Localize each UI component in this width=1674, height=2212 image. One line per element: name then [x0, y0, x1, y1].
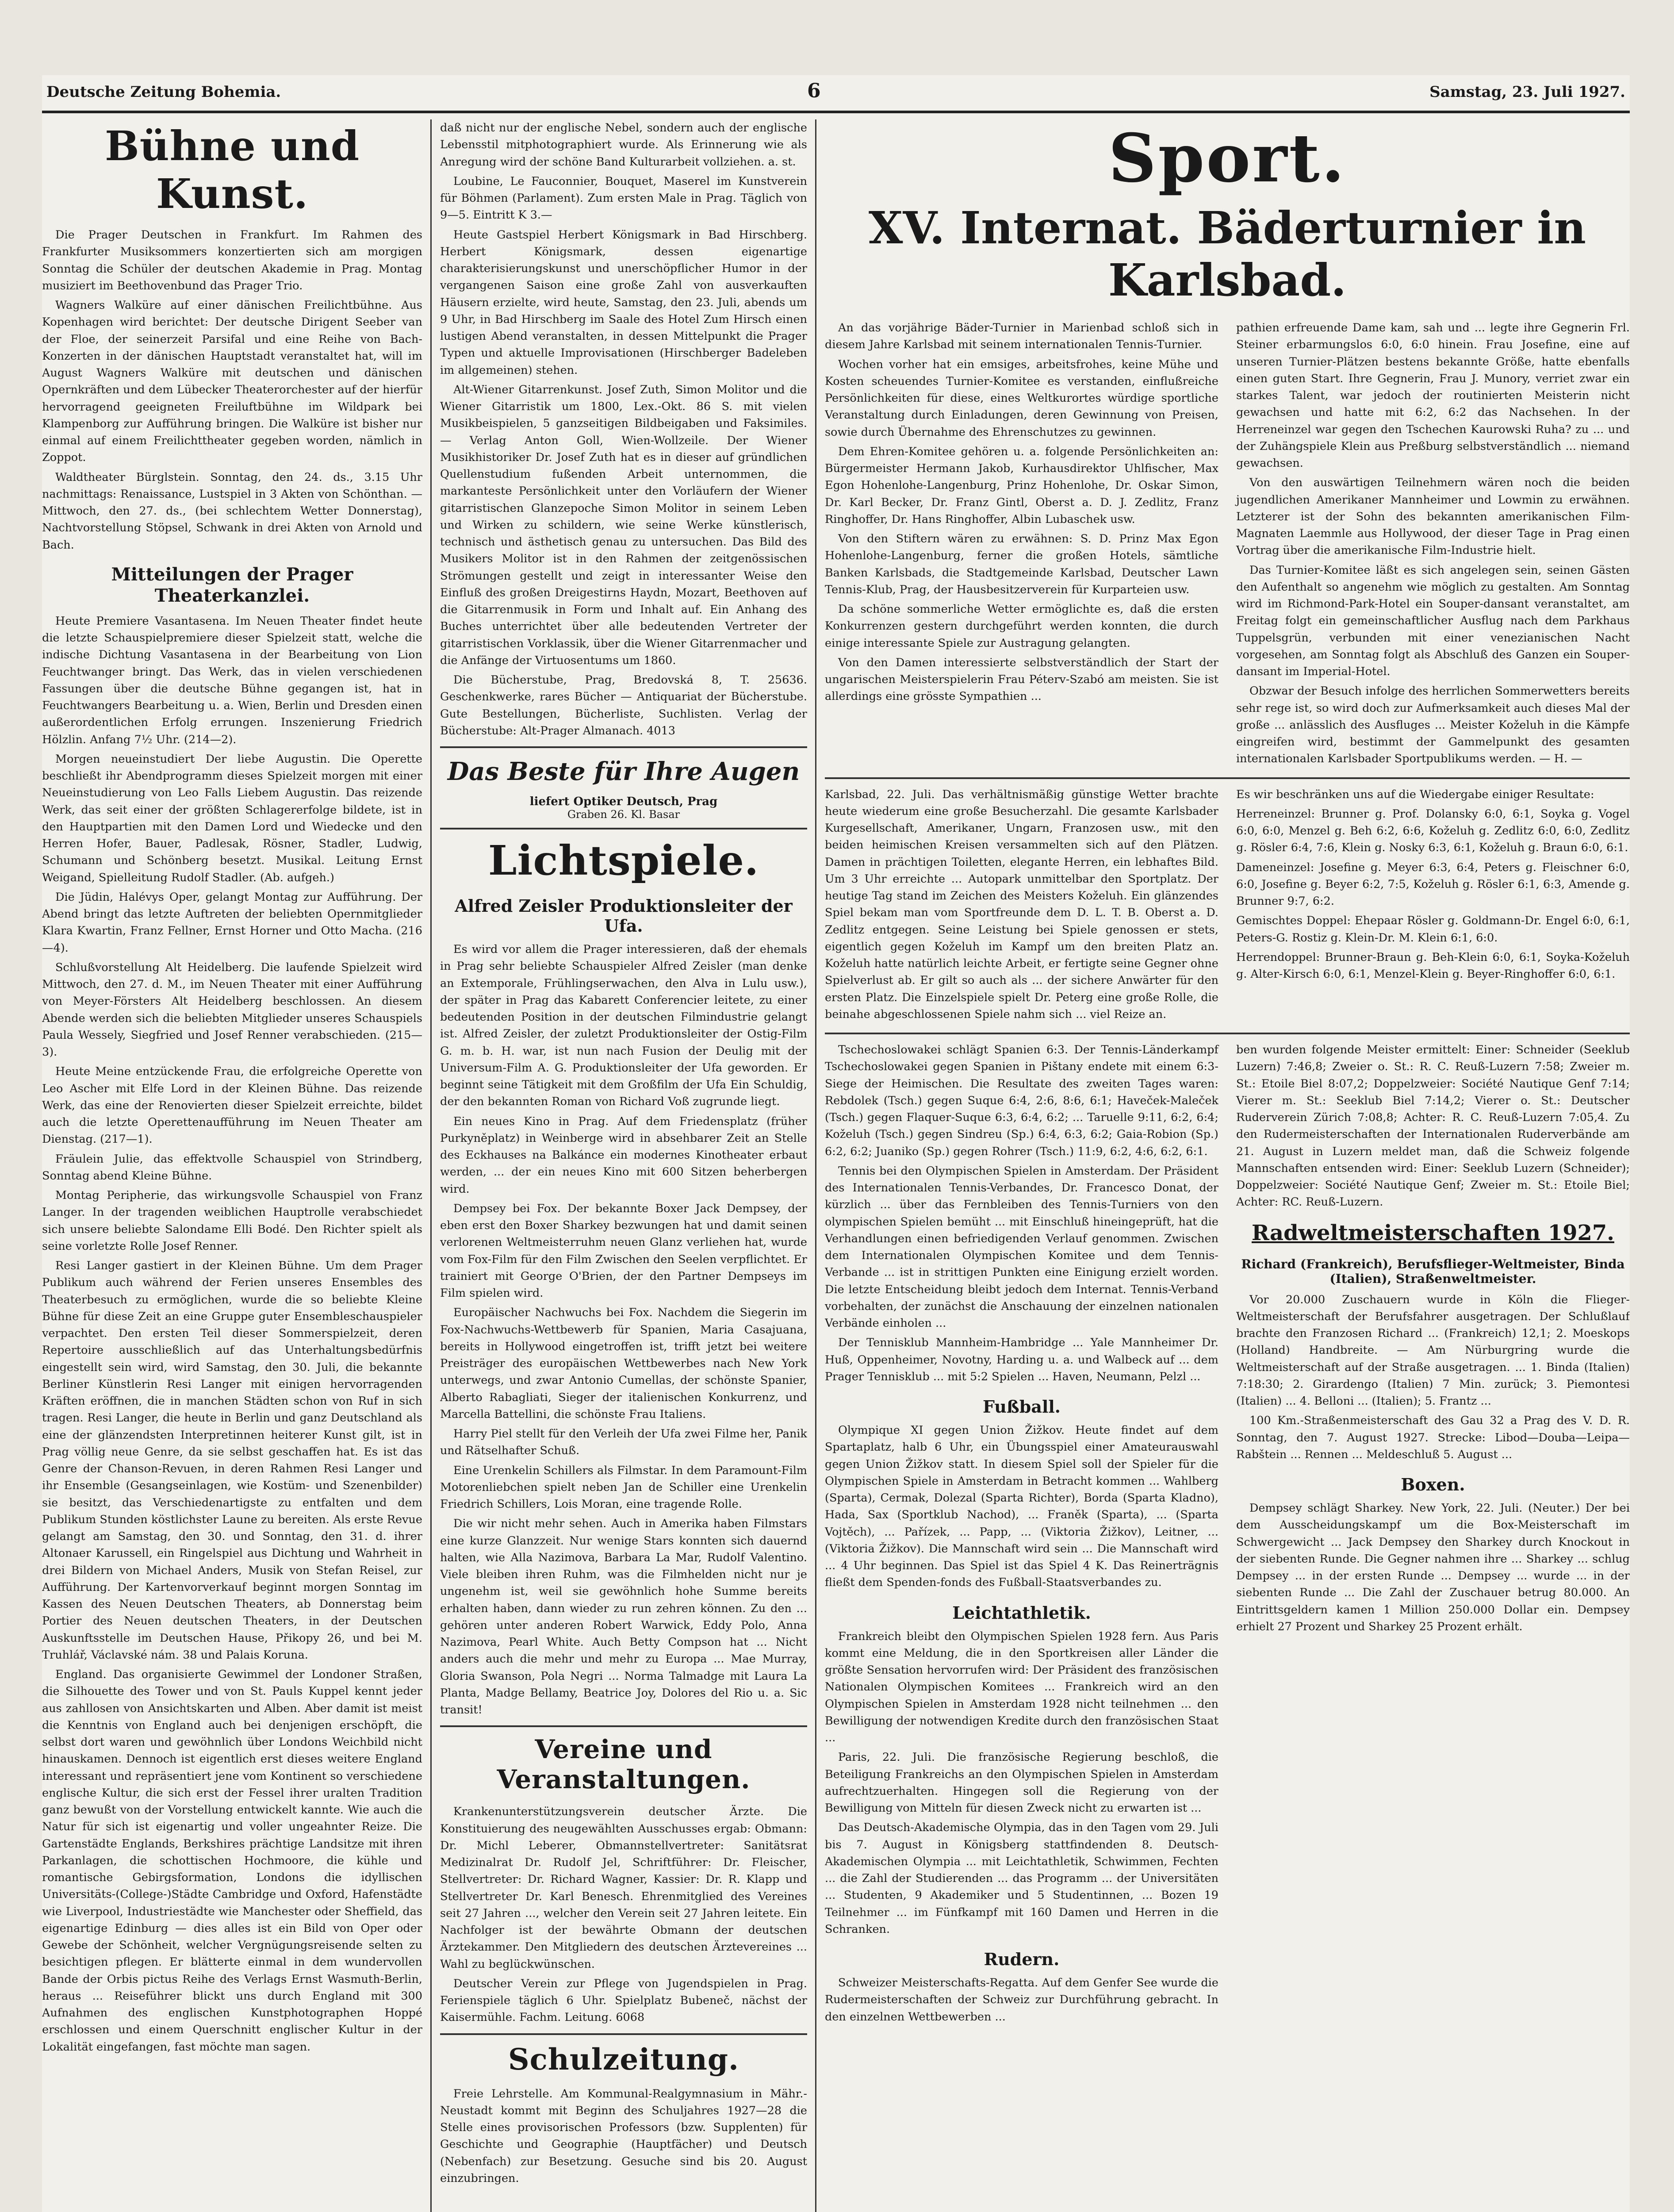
article-paragraph: Deutscher Verein zur Pflege von Jugendspielen in Prag. Ferienspiele täglich 6 Uhr. Spielplatz Bubeneč, nächst der Kaisermühle. Fachm. Leitung. 6068 [440, 1977, 807, 2024]
article-paragraph: Freie Lehrstelle. Am Kommunal-Realgymnasium in Mähr.-Neustadt kommt mit Beginn des Schuljahres 1927—28 die Stelle eines provisorischen Professors (bzw. Supplenten) für Geschichte und Geographie (Hauptfächer) und Deutsch (Nebenfach) zur Besetzung. Gesuche sind bis 20. August einzubringen. [440, 2087, 807, 2185]
article-paragraph: Karlsbad, 22. Juli. Das verhältnismäßig günstige Wetter brachte heute wiederum eine große Besucherzahl. Die gesamte Karlsbader Kurgesellschaft, Amerikaner, Ungarn, Franzosen usw., mit den beiden heimischen Kreisen versammelten sich auf den Plätzen. Damen in prächtigen Toiletten, elegante Herren, ein lebhaftes Bild. Um 3 Uhr erreichte ... Autopark unmittelbar den Sportplatz. Der heutige Tag stand im Zeichen des Meisters Koželuh. Ein glänzendes Spiel bekam man vom Sportfreunde dem D. L. T. B. Oberst a. D. Zedlitz entgegen. Seine Leistung bei Spiele genossen er stets, eigentlich gegen Koželuh im Kampf um den breiten Platz an. Koželuh hatte natürlich leichte Arbeit, er fertigte seine Gegner ohne Spielverlust ab. Er gilt so auch als ... der sichere Anwärter für den ersten Platz. Die Einzelspiele spielt Dr. Peterg eine große Rolle, die beinahe abgeschlossenen Spiele nahm sich ... viel Reize an. [825, 787, 1218, 1021]
subheading-leichtathletik: Leichtathletik. [952, 1602, 1091, 1623]
article-paragraph: Morgen neueinstudiert Der liebe Augustin. Die Operette beschließt ihr Abendprogramm dieses Spielzeit morgen mit einer Neueinstudierung von Leo Falls Liebem Augustin. Das reizende Werk, das seit einer der größten Schlagererfolge bildete, ist in den Hauptpartien mit den Damen Lord und Wiedecke und den Herren Hofer, Bauer, Padlesak, Rösner, Stadler, Ludwig, Schumann und Schönberg besetzt. Musikal. Leitung Ernst Weigand, Spielleitung Rudolf Stadler. (Ab. aufgeh.) [42, 752, 422, 884]
results-intro: Es wir beschränken uns auf die Wiedergabe einiger Resultate: [1236, 787, 1594, 801]
subheading-boxen: Boxen. [1401, 1475, 1465, 1494]
article-paragraph: Fräulein Julie, das effektvolle Schauspiel von Strindberg, Sonntag abend Kleine Bühne. [42, 1152, 422, 1183]
column-kultur-lichtspiele [440, 119, 807, 2212]
subheading-fussball: Fußball. [982, 1397, 1061, 1417]
ad-line: liefert Optiker Deutsch, Prag [529, 795, 718, 808]
article-paragraph: Dem Ehren-Komitee gehören u. a. folgende Persönlichkeiten an: Bürgermeister Hermann Jakob, Kurhausdirektor Uhlfischer, Max Egon Hohenlohe-Langenburg, Prinz Hohenlohe, Dr. Oskar Simon, Dr. Karl Becker, Dr. Franz Gintl, Oberst a. D. J. Zedlitz, Franz Ringhoffer, Dr. Hans Ringhoffer, Albin Lubaschek usw. [825, 445, 1218, 526]
article-paragraph: Von den auswärtigen Teilnehmern wären noch die beiden jugendlichen Amerikaner Mannheimer und Lowmin zu erwähnen. Letzterer ist der Sohn des bekannten amerikanischen Film-Magnaten Laemmle aus Hollywood, der dieser Tage in Prag einen Vortrag über die amerikanische Film-Industrie hielt. [1236, 476, 1630, 557]
article-paragraph: Heute Premiere Vasantasena. Im Neuen Theater findet heute die letzte Schauspielpremiere dieser Spielzeit statt, welche die indische Dichtung Vasantasena in der Bearbeitung von Lion Feuchtwanger bringt. Das Werk, das in vielen verschiedenen Fassungen über die deutsche Bühne gegangen ist, hat in Feuchtwangers Bearbeitung u. a. Wien, Berlin und Dresden einen außerordentlichen Erfolg errungen. Inszenierung Friedrich Hölzlin. Anfang 7½ Uhr. (214—2). [42, 614, 422, 746]
masthead [42, 75, 1630, 113]
results-line: Dameneinzel: Josefine g. Meyer 6:3, 6:4, Peters g. Fleischner 6:0, 6:0, Josefine g. Beyer 6:2, 7:5, Koželuh g. Rösler 6:1, 6:3, Amende g. Brunner 9:7, 6:2. [1236, 860, 1630, 908]
divider [440, 746, 807, 748]
article-paragraph: Heute Gastspiel Herbert Königsmark in Bad Hirschberg. Herbert Königsmark, dessen eigenartige charakterisierungskunst und unerschöpflicher Humor in der vergangenen Saison eine große Zahl von ausverkauften Häusern erzielte, wird heute, Samstag, den 23. Juli, abends um 9 Uhr, in Bad Hirschberg im Saale des Hotel Zum Hirsch einen lustigen Abend veranstalten, in dessen Mittelpunkt die Prager Typen und aktuelle Improvisationen (Hirschberger Badeleben im allgemeinen) stehen. [440, 228, 807, 377]
subheading-radweltmeisterschaften: Radweltmeisterschaften 1927. [1251, 1220, 1615, 1245]
article-paragraph: Von den Damen interessierte selbstverständlich der Start der ungarischen Meisterspielerin Frau Péterv-Szabó am meisten. Sie ist allerdings eine grösste Sympathien ... [825, 656, 1218, 703]
article-paragraph: Europäischer Nachwuchs bei Fox. Nachdem die Siegerin im Fox-Nachwuchs-Wettbewerb für Spanien, Maria Casajuana, bereits in Hollywood eingetroffen ist, trifft jetzt bei weitere Preisträger des europäischen Wettbewerbes nach New York unterwegs, und zwar Antonio Cumellas, der schönste Spanier, Alberto Rabagliati, Sieger der italienischen Konkurrenz, und Marcella Battellini, die schönste Frau Italiens. [440, 1306, 807, 1421]
article-paragraph: Tennis bei den Olympischen Spielen in Amsterdam. Der Präsident des Internationalen Tennis-Verbandes, Dr. Francesco Donat, der kürzlich ... über das Fernbleiben des Tennis-Turniers von den olympischen Spielen bemüht ... mit Einschluß hineingeprüft, hat die Verhandlungen einen befriedigenden Verlauf genommen. Zwischen dem Internationalen Olympischen Komitee und dem Tennis-Verbande ... ist in strittigen Punkten eine Einigung erzielt worden. Die letzte Entscheidung bleibt jedoch dem Internat. Tennis-Verband vorbehalten, der zunächst die Anschauung der einzelnen nationalen Verbände einholen ... [825, 1164, 1218, 1330]
article-paragraph: Obzwar der Besuch infolge des herrlichen Sommerwetters bereits sehr rege ist, so wird doch zur Aufmerksamkeit auch dieses Mal der große ... anlässlich des Ausfluges ... Meister Koželuh in die Kämpfe eingreifen wird, bestimmt der Gammelpunkt des gesamten internationalen Karlsbader Sportpublikums werden. — H. — [1236, 684, 1630, 766]
divider [440, 828, 807, 830]
column-rule-2 [815, 119, 816, 2212]
article-paragraph: Das Turnier-Komitee läßt es sich angelegen sein, seinen Gästen den Aufenthalt so angenehm wie möglich zu gestalten. Am Sonntag wird im Richmond-Park-Hotel ein Souper-dansant veranstaltet, am Freitag folgt ein gemeinschaftlicher Ausflug nach dem Parkhaus Tuppelsgrün, verbunden mit einer venezianischen Nacht vorgesehen, am Sonntag folgt als Abschluß des Ganzen ein Souper-dansant im Imperial-Hotel. [1236, 563, 1630, 678]
article-paragraph: Schlußvorstellung Alt Heidelberg. Die laufende Spielzeit wird Mittwoch, den 27. d. M., im Neuen Theater mit einer Aufführung von Meyer-Försters Alt Heidelberg beschlossen. An diesem Abende werden sich die beliebten Mitglieder unseres Schauspiels Paula Wessely, Siegfried und Josef Renner verabschieden. (215—3). [42, 960, 422, 1059]
article-paragraph: Die Bücherstube, Prag, Bredovská 8, T. 25636. Geschenkwerke, rares Bücher — Antiquariat der Bücherstube. Gute Bestellungen, Bücherliste, Suchlisten. Verlag der Bücherstube: Alt-Prager Almanach. 4013 [440, 673, 807, 737]
article-paragraph: Da schöne sommerliche Wetter ermöglichte es, daß die ersten Konkurrenzen gestern durchgeführt werden konnten, die durch einige interessante Spiele zur Austragung gelangten. [825, 603, 1218, 650]
column-sport [825, 119, 1630, 2212]
section-heading-buehne: Bühne und Kunst. [104, 122, 360, 218]
sport-intro [825, 319, 1630, 770]
divider [825, 777, 1630, 779]
article-paragraph: Die Prager Deutschen in Frankfurt. Im Rahmen des Frankfurter Musiksommers konzertierten sich am morgigen Sonntag die Schüler der deutschen Akademie in Prag. Montag musiziert im Beethovenbund das Prager Trio. [42, 228, 422, 292]
sport-results [825, 786, 1630, 1026]
article-paragraph: Der Tennisklub Mannheim-Hambridge ... Yale Mannheimer Dr. Huß, Oppenheimer, Novotny, Harding u. a. und Walbeck auf ... dem Prager Tennisklub ... mit 5:2 Spielen ... Haven, Neumann, Pelzl ... [825, 1336, 1218, 1383]
newspaper-name: Deutsche Zeitung Bohemia. [46, 83, 281, 101]
results-line: Herreneinzel: Brunner g. Prof. Dolansky 6:0, 6:1, Soyka g. Vogel 6:0, 6:0, Menzel g. Beh 6:2, 6:6, Koželuh g. Zedlitz 6:0, 6:0, Zedlitz g. Rösler 6:4, 7:6, Klein g. Nosky 6:3, 6:1, Koželuh g. Braun 6:0, 6:1. [1236, 807, 1630, 855]
article-paragraph: Krankenunterstützungsverein deutscher Ärzte. Die Konstituierung des neugewählten Ausschusses ergab: Obmann: Dr. Michl Leberer, Obmannstellvertreter: Sanitätsrat Medizinalrat Dr. Rudolf Jel, Schriftführer: Dr. Fleischer, Stellvertreter: Dr. Richard Wagner, Kassier: Dr. R. Klapp und Stellvertreter Dr. Karl Benesch. Ehrenmitglied des Vereines seit 27 Jahren ..., welcher den Verein seit 27 Jahren leitete. Ein Nachfolger ist der bewährte Obmann der deutschen Ärztekammer. Den Mitgliedern des deutschen Ärztevereines ... Wahl zu beglückwünschen. [440, 1805, 807, 1971]
article-paragraph: Olympique XI gegen Union Žižkov. Heute findet auf dem Spartaplatz, halb 6 Uhr, ein Übungsspiel einer Amateurauswahl gegen Union Žižkov statt. In diesem Spiel soll der Spieler für die Olympischen Spiele in Amsterdam in Betracht kommen ... Wahlberg (Sparta), Cermak, Dolezal (Sparta Richter), Borda (Sparta Kladno), Hada, Sax (Sportklub Nachod), ... Franěk (Sparta), ... (Sparta Vojtěch), ... Pařízek, ... Papp, ... (Viktoria Žižkov), Leitner, ... (Viktoria Žižkov). Die Mannschaft wird sein ... Die Mannschaft wird ... 4 Uhr beginnen. Das Spiel ist das Spiel 4 K. Das Reinerträgnis fließt dem Spenden-fonds des Fußball-Staatsverbandes zu. [825, 1424, 1218, 1590]
article-paragraph: Das Deutsch-Akademische Olympia, das in den Tagen vom 29. Juli bis 7. August in Königsberg stattfindenden 8. Deutsch-Akademischen Olympia ... mit Leichtathletik, Schwimmen, Fechten ... die Zahl der Studierenden ... das Programm ... der Universitäten ... Studenten, 9 Akademiker und 5 Studentinnen, ... Bozen 19 Teilnehmer ... im Fünfkampf mit 160 Damen und Herren in die Schranken. [825, 1821, 1218, 1936]
article-paragraph: Vor 20.000 Zuschauern wurde in Köln die Flieger-Weltmeisterschaft der Berufsfahrer ausgetragen. Der Schlußlauf brachte den Franzosen Richard ... (Frankreich) 12,1; 2. Moeskops (Holland) Handbreite. — Am Nürburgring wurde die Weltmeisterschaft auf der Straße ausgetragen. ... 1. Binda (Italien) 7:18:30; 2. Girardengo (Italien) 7 Min. zurück; 3. Piemontesi (Italien) ... 4. Belloni ... (Italien); 5. Frantz ... [1236, 1293, 1630, 1408]
article-paragraph: Die wir nicht mehr sehen. Auch in Amerika haben Filmstars eine kurze Glanzzeit. Nur wenige Stars konnten sich dauernd halten, wie Alla Nazimova, Barbara La Mar, Rudolf Valentino. Viele bleiben ihren Ruhm, was die Filmhelden nicht nur je ungenehm ist, weil sie gewöhnlich hohe Summe bereits erhalten haben, dann wieder zu run zehren können. Zu den ... gehören unter anderen Robert Warwick, Eddy Polo, Anna Nazimova, Pearl White. Auch Betty Compson hat ... Nicht anders auch die mehr und mehr zu Europa ... Mae Murray, Gloria Swanson, Pola Negri ... Norma Talmadge mit Laura La Planta, Madge Bellamy, Beatrice Joy, Dolores del Rio u. a. Sic transit! [440, 1517, 807, 1717]
article-paragraph: Tschechoslowakei schlägt Spanien 6:3. Der Tennis-Länderkampf Tschechoslowakei gegen Spanien in Pištany endete mit einem 6:3-Siege der Heimischen. Die Resultate des zweiten Tages waren: Rebdolek (Tsch.) gegen Suque 6:4, 2:6, 8:6, 6:1; Haveček-Maleček (Tsch.) gegen Flaquer-Suque 6:3, 6:4, 6:2; ... Taruelle 9:11, 6:2, 6:4; Koželuh (Tsch.) gegen Sindreu (Sp.) 6:4, 6:3, 6:2; Gaia-Robion (Sp.) 6:2, 6:2; Juaniko (Sp.) gegen Rohrer (Tsch.) 11:9, 6:2, 4:6, 6:2, 6:1. [825, 1043, 1218, 1158]
section-heading-vereine: Vereine und Veranstaltungen. [497, 1734, 751, 1795]
article-paragraph: Resi Langer gastiert in der Kleinen Bühne. Um dem Prager Publikum auch während der Ferien unseres Ensembles des Theaterbesuch zu ermöglichen, wurde die so beliebte Kleine Bühne für diese Zeit an eine Gruppe guter Ensembleschauspieler verpachtet. Den ersten Teil dieser Sommerspielzeit, deren Repertoire ausschließlich auf das Unterhaltungsbedürfnis eingestellt sein wird, wird Samstag, den 30. Juli, die bekannte Berliner Künstlerin Resi Langer mit einigen hervorragenden Kräften eröffnen, die in manchen Städten schon von Ruf in sich tragen. Resi Langer, die heute in Berlin und ganz Deutschland als eine der glänzendsten Interpretinnen heiterer Kunst gilt, ist in Prag völlig neue Genre, da sie selbst geschaffen hat. Es ist das Genre der Chanson-Revuen, in deren Rahmen Resi Langer und ihr Ensemble (Gesangseinlagen, wie Kostüm- und Szenenbilder) sie besitzt, das Verschiedenartigste zu entfalten und dem Publikum Stunden köstlichster Laune zu bereiten. Als erste Revue gelangt am Samstag, den 30. und Sonntag, den 31. d. ihrer Altonaer Karussell, ein Ringelspiel aus Dichtung und Wahrheit in drei Bildern von Michael Anders, Musik von Stefan Reisel, zur Aufführung. Der Kartenvorverkauf beginnt morgen Sonntag im Kassen des Neuen Deutschen Theaters, ab Donnerstag beim Portier des Neuen deutschen Theaters, in der Deutschen Auskunftsstelle im Deutschen Hause, Přikopy 26, und bei M. Truhlář, Václavské nám. 38 und Palais Koruna. [42, 1259, 422, 1662]
article-paragraph: Wochen vorher hat ein emsiges, arbeitsfrohes, keine Mühe und Kosten scheuendes Turnier-Komitee es verstanden, einflußreiche Persönlichkeiten für diese, eines Weltkurortes würdige sportliche Veranstaltung durch Einladungen, deren Gewinnung von Preisen, sowie durch Übernahme des Ehrenschutzes zu gewinnen. [825, 357, 1218, 439]
article-paragraph: Ein neues Kino in Prag. Auf dem Friedensplatz (früher Purkyněplatz) in Weinberge wird in absehbarer Zeit an Stelle des Eckhauses na Balkánce ein modernes Kinotheater erbaut werden, ... der ein neues Kino mit 600 Sitzen beherbergen wird. [440, 1114, 807, 1196]
article-paragraph: 100 Km.-Straßenmeisterschaft des Gau 32 a Prag des V. D. R. Sonntag, den 7. August 1927. Strecke: Libod—Douba—Leipa—Rabštein ... Rennen ... Meldeschluß 5. August ... [1236, 1414, 1630, 1461]
divider [440, 1725, 807, 1727]
sport-lower [825, 1041, 1630, 2028]
ad-headline: Das Beste für Ihre Augen [447, 757, 800, 786]
results-line: Herrendoppel: Brunner-Braun g. Beh-Klein 6:0, 6:1, Soyka-Koželuh g. Alter-Kirsch 6:0, 6:1, Menzel-Klein g. Beyer-Ringhoffer 6:0, 6:1. [1236, 950, 1630, 981]
headline-baederturnier: XV. Internat. Bäderturnier in Karlsbad. [868, 202, 1586, 306]
ad-line: Graben 26. Kl. Basar [567, 808, 680, 821]
subheading-theaterkanzlei: Mitteilungen der Prager Theaterkanzlei. [111, 564, 353, 606]
article-paragraph: Montag Peripherie, das wirkungsvolle Schauspiel von Franz Langer. In der tragenden weiblichen Hauptrolle verabschiedet sich unsere beliebte Salondame Elli Bodé. Den Richter spielt als seine vorletzte Rolle Josef Renner. [42, 1189, 422, 1253]
subheading-radweltmeister-names: Richard (Frankreich), Berufsflieger-Weltmeister, Binda (Italien), Straßenweltmeister. [1241, 1256, 1625, 1286]
divider [440, 2033, 807, 2035]
section-heading-sport: Sport. [1108, 119, 1346, 197]
article-paragraph: ben wurden folgende Meister ermittelt: Einer: Schneider (Seeklub Luzern) 7:46,8; Zweier o. St.: R. C. Reuß-Luzern 7:58; Zweier m. St.: Etoile Biel 8:07,2; Doppelzweier: Société Nautique Genf 7:14; Vierer m. St.: Seeklub Biel 7:14,2; Vierer o. St.: Deutscher Ruderverein Zürich 7:08,8; Achter: R. C. Reuß-Luzern 7:05,4. Zu den Rudermeisterschaften der Internationalen Ruderverbände am 21. August in Luzern meldet man, daß die Schweiz folgende Mannschaften entsenden wird: Einer: Seeklub Luzern (Schneider); Doppelzweier: Société Nautique Genf; Zweier m. St.: Etoile Biel; Achter: RC. Reuß-Luzern. [1236, 1043, 1630, 1209]
article-paragraph: Schweizer Meisterschafts-Regatta. Auf dem Genfer See wurde die Rudermeisterschaften der Schweiz zur Durchführung gebracht. In den einzelnen Wettbewerben ... [825, 1976, 1218, 2024]
results-line: Gemischtes Doppel: Ehepaar Rösler g. Goldmann-Dr. Engel 6:0, 6:1, Peters-G. Rostiz g. Klein-Dr. M. Klein 6:1, 6:0. [1236, 914, 1630, 945]
article-paragraph: Dempsey schlägt Sharkey. New York, 22. Juli. (Neuter.) Der bei dem Ausscheidungskampf um die Box-Meisterschaft im Schwergewicht ... Jack Dempsey den Sharkey durch Knockout in der siebenten Runde. Die Gegner nahmen ihre ... Sharkey ... schlug Dempsey ... in der ersten Runde ... Dempsey ... wurde ... in der siebenten Runde ... Die Zahl der Zuschauer betrug 80.000. An Eintrittsgeldern kamen 1 Million 250.000 Dollar ein. Dempsey erhielt 27 Prozent und Sharkey 25 Prozent erhält. [1236, 1502, 1630, 1633]
column-rule-1 [430, 119, 432, 2212]
article-paragraph: daß nicht nur der englische Nebel, sondern auch der englische Lebensstil mitphotographiert wurde. Als Erinnerung wie als Anregung wird der schöne Band Kulturarbeit vollziehen. a. st. [440, 121, 807, 169]
article-paragraph: Loubine, Le Fauconnier, Bouquet, Maserel im Kunstverein für Böhmen (Parlament). Zum ersten Male in Prag. Täglich von 9—5. Eintritt K 3.— [440, 174, 807, 222]
subheading-zeisler: Alfred Zeisler Produktionsleiter der Ufa. [455, 896, 793, 936]
article-paragraph: Frankreich bleibt den Olympischen Spielen 1928 fern. Aus Paris kommt eine Meldung, die in den Sportkreisen aller Länder die größte Sensation hervorrufen wird: Der Präsident des französischen Nationalen Olympischen Komitees ... Frankreich wird an den Olympischen Spielen in Amsterdam 1928 nicht teilnehmen ... den Bewilligung der notwendigen Kredite durch den französischen Staat ... [825, 1629, 1218, 1744]
optiker-advertisement [440, 757, 807, 821]
column-buehne-und-kunst [42, 119, 422, 2212]
article-paragraph: An das vorjährige Bäder-Turnier in Marienbad schloß sich in diesem Jahre Karlsbad mit seinem internationalen Tennis-Turnier. [825, 321, 1218, 352]
page-number: 6 [807, 80, 821, 102]
divider [825, 1033, 1630, 1034]
article-paragraph: Wagners Walküre auf einer dänischen Freilichtbühne. Aus Kopenhagen wird berichtet: Der deutsche Dirigent Seeber van der Floe, der seinerzeit Parsifal und eine Reihe von Bach-Konzerten in der dänischen Hauptstadt veranstaltet hat, will im August Wagners Walküre mit deutschen und dänischen Opernkräften und dem Lübecker Theaterorchester auf der hierfür hervorragend geeigneten Freiluftbühne im Wildpark bei Klampenborg zur Aufführung bringen. Die Walküre ist bisher nur einmal auf einem Freilichttheater gegeben worden, nämlich in Zoppot. [42, 299, 422, 465]
article-paragraph: Alt-Wiener Gitarrenkunst. Josef Zuth, Simon Molitor und die Wiener Gitarristik um 1800, Lex.-Okt. 86 S. mit vielen Musikbeispielen, 5 ganzseitigen Bildbeigaben und Faksimiles. — Verlag Anton Goll, Wien-Wollzeile. Der Wiener Musikhistoriker Dr. Josef Zuth hat es in dieser auf gründlichen Quellenstudium fußenden Arbeit unternommen, die markanteste Persönlichkeit unter den Vorläufern der Wiener gitarristischen Glanzepoche Simon Molitor in seinem Leben und Wirken zu schildern, wie seine Werke künstlerisch, technisch und ästhetisch genau zu untersuchen. Das Bild des Musikers Molitor ist in den Rahmen der zeitgenössischen Strömungen gestellt und zeigt in interessanter Weise den Einfluß des großen Dreigestirns Haydn, Mozart, Beethoven auf die Gitarrenmusik in Form und Inhalt auf. Ein Anhang des Buches unterrichtet über alle bedeutenden Vertreter der gitarristischen Vorklassik, über die Wiener Gitarrenmacher und die Anfänge der Virtuosentums um 1860. [440, 383, 807, 667]
issue-date: Samstag, 23. Juli 1927. [1429, 83, 1625, 101]
article-paragraph: Die Jüdin, Halévys Oper, gelangt Montag zur Aufführung. Der Abend bringt das letzte Auftreten der beliebten Opernmitglieder Klara Kwartin, Franz Fellner, Ernst Horner und Otto Macha. (216—4). [42, 890, 422, 955]
article-paragraph: Eine Urenkelin Schillers als Filmstar. In dem Paramount-Film Motorenliebchen spielt neben Jan de Schiller eine Urenkelin Friedrich Schillers, Lois Moran, eine tragende Rolle. [440, 1463, 807, 1511]
section-heading-lichtspiele: Lichtspiele. [488, 837, 759, 884]
article-paragraph: England. Das organisierte Gewimmel der Londoner Straßen, die Silhouette des Tower und von St. Pauls Kuppel kennt jeder aus zahllosen von Ansichtskarten und Alben. Aber damit ist meist die Kenntnis von England auch bei denjenigen erschöpft, die selbst dort waren und gewöhnlich über Londons Weichbild nicht hinauskamen. Dennoch ist eigentlich erst dieses weitere England interessant und repräsentiert jene vom Kontinent so verschiedene englische Kultur, die sich erst der Fessel ihrer uralten Tradition ganz bewußt von der Vorstellung entwickelt kannte. Wie auch die Natur für sich ist eigenartig und voller ungeahnter Reize. Die Gartenstädte Englands, Berkshires prächtige Landsitze mit ihren Parkanlagen, die schottischen Hochmoore, die kühle und romantische Gebirgsformation, Londons die idyllischen Universitäts-(College-)Städte Cambridge und Oxford, Hafenstädte wie Liverpool, Industriestädte wie Manchester oder Sheffield, das eigenartige Edinburg — dies alles ist ein Bild von Oper oder Gewebe der Schönheit, welcher Vergnügungsreisende selten zu besichtigen pflegen. Er blätterte einmal in dem wundervollen Bande der Orbis pictus Reihe des Verlags Ernst Wasmuth-Berlin, heraus ... Reiseführer blickt uns durch England mit 300 Aufnahmen des englischen Kunstphotographen Hoppé erschlossen und einem Querschnitt englischer Kultur in der Lokalität eingefangen, fast möchte man sagen. [42, 1668, 422, 2054]
article-paragraph: Dempsey bei Fox. Der bekannte Boxer Jack Dempsey, der eben erst den Boxer Sharkey bezwungen hat und damit seinen verlorenen Weltmeisterruhm neuen Glanz verliehen hat, wurde vom Fox-Film für den Film Zwischen den Seelen verpflichtet. Er trainiert mit George O'Brien, der den Partner Dempseys im Film spielen wird. [440, 1202, 807, 1300]
section-heading-schulzeitung: Schulzeitung. [508, 2042, 739, 2077]
subheading-rudern: Rudern. [984, 1949, 1060, 1969]
article-paragraph: Von den Stiftern wären zu erwähnen: S. D. Prinz Max Egon Hohenlohe-Langenburg, ferner die großen Hotels, sämtliche Banken Karlsbads, die Stadtgemeinde Karlsbad, Deutscher Lawn Tennis-Klub, Prag, der Hausbesitzerverein für Kurparteien usw. [825, 532, 1218, 596]
article-paragraph: pathien erfreuende Dame kam, sah und ... legte ihre Gegnerin Frl. Steiner erbarmungslos 6:0, 6:0 hinein. Frau Josefine, eine auf unseren Turnier-Plätzen bestens bekannte Größe, hatte ebenfalls einen guten Start. Ihre Gegnerin, Frau J. Munory, verriet zwar ein starkes Talent, war jedoch der routinierten Meisterin nicht gewachsen und hatte mit 6:2, 6:2 das Nachsehen. In der Herreneinzel war gegen den Tschechen Kaurowski Ruha? zu ... und der Zuhängspiele Klein aus Preßburg selbstverständlich ... niemand gewachsen. [1236, 321, 1630, 470]
newspaper-page [42, 75, 1630, 2212]
article-paragraph: Es wird vor allem die Prager interessieren, daß der ehemals in Prag sehr beliebte Schauspieler Alfred Zeisler (man denke an Extemporale, Frühlingserwachen, den Alva in Lulu usw.), der später in Prag das Kabarett Conferencier leitete, zu einer bedeutenden Position in der deutschen Filmindustrie gelangt ist. Alfred Zeisler, der zuletzt Produktionsleiter der Ostig-Film G. m. b. H. war, ist nun nach Fusion der Deulig mit der Universum-Film A. G. Produktionsleiter der Ufa geworden. Er beginnt seine Tätigkeit mit dem Großfilm der Ufa Ein Schuldig, der den bekannten Roman von Richard Voß zugrunde liegt. [440, 943, 807, 1109]
article-paragraph: Harry Piel stellt für den Verleih der Ufa zwei Filme her, Panik und Rätselhafter Schuß. [440, 1427, 807, 1458]
article-paragraph: Waldtheater Bürglstein. Sonntag, den 24. ds., 3.15 Uhr nachmittags: Renaissance, Lustspiel in 3 Akten von Schönthan. — Mittwoch, den 27. ds., (bei schlechtem Wetter Donnerstag), Nachtvorstellung Stöpsel, Schwank in drei Akten von Arnold und Bach. [42, 470, 422, 552]
article-paragraph: Paris, 22. Juli. Die französische Regierung beschloß, die Beteiligung Frankreichs an den Olympischen Spielen in Amsterdam aufrechtzuerhalten. Hingegen soll die Regierung von der Bewilligung von Mitteln für diesen Zweck nicht zu erwarten ist ... [825, 1751, 1218, 1815]
article-paragraph: Heute Meine entzückende Frau, die erfolgreiche Operette von Leo Ascher mit Elfe Lord in der Kleinen Bühne. Das reizende Werk, das eine der Renovierten dieser Spielzeit erreichte, bildet auch die letzte Operettenaufführung im Neuen Theater am Dienstag. (217—1). [42, 1065, 422, 1146]
